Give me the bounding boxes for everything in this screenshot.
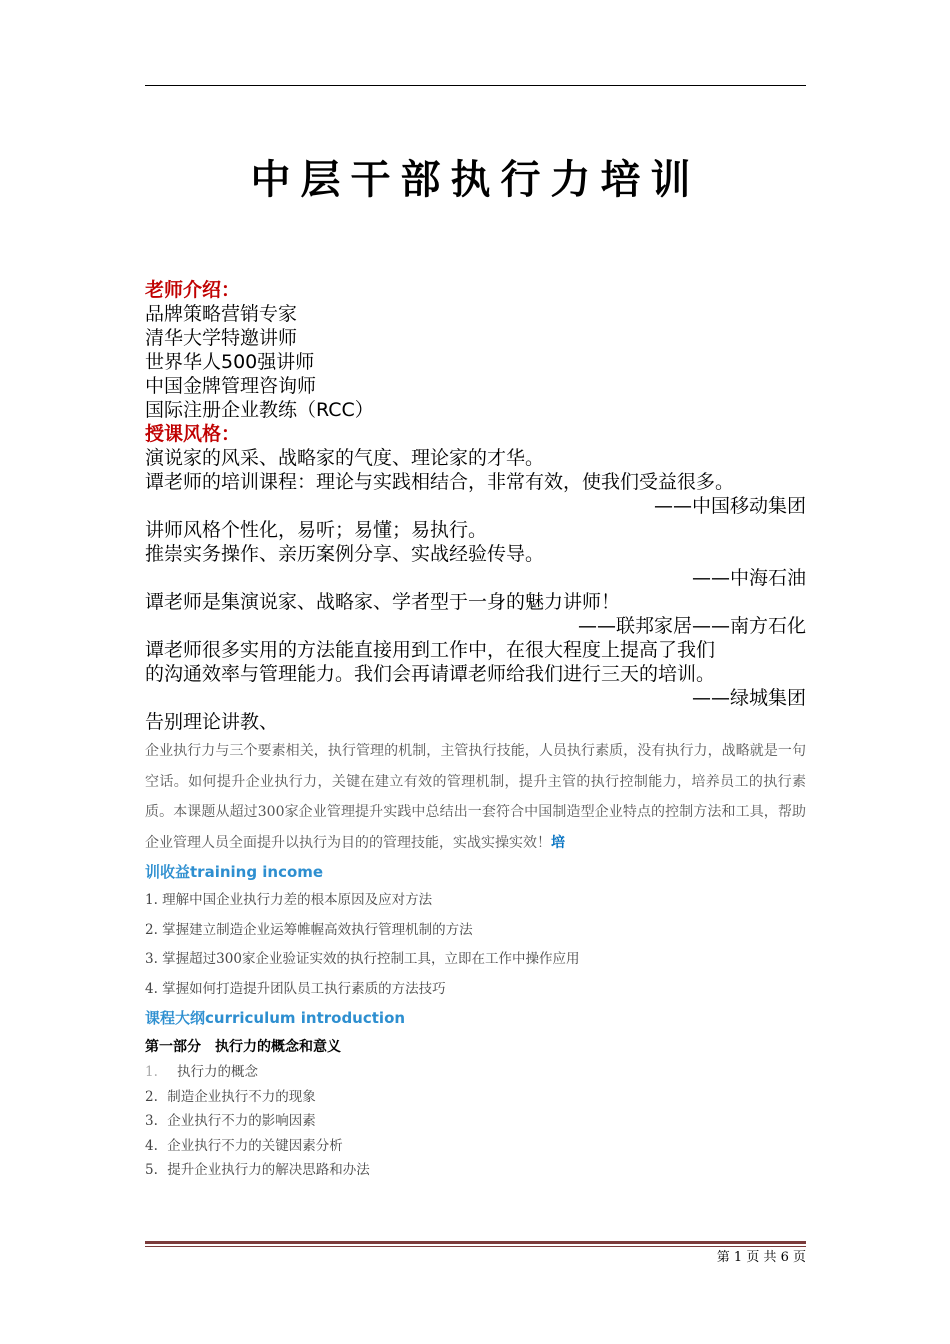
benefit-item: 4. 掌握如何打造提升团队员工执行素质的方法技巧	[145, 980, 446, 997]
teacher-intro-item: 国际注册企业教练（RCC）	[145, 399, 374, 421]
outline-item	[145, 1158, 806, 1183]
benefits-heading-start: 培	[551, 834, 565, 851]
outline-item	[145, 1085, 806, 1110]
outline-item-number: 1.	[145, 1064, 158, 1080]
teacher-intro-heading: 老师介绍：	[145, 279, 241, 301]
outline-item	[145, 1134, 806, 1159]
testimonial-source: ——绿城集团	[691, 687, 806, 709]
outline-item-number: 2.	[145, 1088, 158, 1105]
teacher-intro-item: 清华大学特邀讲师	[145, 327, 298, 349]
benefit-item: 2. 掌握建立制造企业运筹帷幄高效执行管理机制的方法	[145, 921, 473, 938]
farewell-line: 告别理论讲教、	[145, 711, 279, 733]
outline-item-text: 企业执行不力的影响因素	[167, 1113, 316, 1129]
teacher-intro-item: 中国金牌管理咨询师	[145, 375, 317, 397]
outline-part-title: 第一部分 执行力的概念和意义	[145, 1039, 341, 1055]
testimonial-source: ——联邦家居——南方石化	[577, 615, 806, 637]
document-body	[145, 278, 806, 1183]
outline-item-number: 3.	[145, 1113, 158, 1129]
page-number: 第 1 页 共 6 页	[716, 1250, 806, 1265]
outline-item-number: 5.	[145, 1162, 158, 1178]
testimonial-source: ——中国移动集团	[653, 495, 806, 517]
outline-item-text: 企业执行不力的关键因素分析	[167, 1137, 343, 1154]
style-line: 演说家的风采、战略家的气度、理论家的才华。	[145, 447, 545, 469]
footer-rule-thin	[145, 1246, 806, 1247]
testimonial-quote: 谭老师很多实用的方法能直接用到工作中，在很大程度上提高了我们	[145, 639, 716, 661]
benefits-heading: 训收益training income	[145, 863, 324, 881]
document-title: 中层干部执行力培训	[250, 156, 701, 203]
intro-paragraph-text: 企业执行力与三个要素相关，执行管理的机制，主管执行技能，人员执行素质，没有执行力，战略就是一句空话。如何提升企业执行力，关键在建立有效的管理机制，提升主管的执行控制能力，培养员工的执行素质。本课题从超过300家企业管理提升实践中总结出一套符合中国制造型企业特点的控制方法和工具，帮助企业管理人员全面提升以执行为目的的管理技能，实战实操实效！	[145, 743, 806, 851]
benefit-item: 1. 理解中国企业执行力差的根本原因及应对方法	[145, 892, 433, 908]
outline-item-number: 4.	[145, 1137, 158, 1154]
outline-heading: 课程大纲curriculum introduction	[145, 1009, 406, 1027]
teacher-intro-item: 品牌策略营销专家	[145, 303, 298, 325]
header-rule	[145, 85, 806, 86]
outline-item	[145, 1109, 806, 1134]
benefit-item: 3. 掌握超过300家企业验证实效的执行控制工具，立即在工作中操作应用	[145, 951, 580, 967]
outline-item-text: 提升企业执行力的解决思路和办法	[167, 1162, 370, 1178]
testimonial-quote: 谭老师是集演说家、战略家、学者型于一身的魅力讲师！	[145, 591, 621, 613]
teacher-intro-item: 世界华人500强讲师	[145, 351, 315, 373]
testimonial-quote: 的沟通效率与管理能力。我们会再请谭老师给我们进行三天的培训。	[145, 663, 716, 685]
testimonial-quote: 谭老师的培训课程：理论与实践相结合，非常有效，使我们受益很多。	[145, 471, 735, 493]
testimonial-quote: 推崇实务操作、亲历案例分享、实战经验传导。	[145, 543, 545, 565]
outline-item-text: 制造企业执行不力的现象	[167, 1088, 316, 1105]
outline-item-text: 执行力的概念	[177, 1064, 258, 1080]
testimonial-source: ——中海石油	[691, 567, 806, 589]
teaching-style-heading: 授课风格：	[145, 423, 241, 445]
footer-rule	[145, 1241, 806, 1244]
testimonial-quote: 讲师风格个性化，易听；易懂；易执行。	[145, 519, 488, 541]
intro-paragraph	[145, 736, 806, 858]
outline-item	[145, 1060, 806, 1085]
